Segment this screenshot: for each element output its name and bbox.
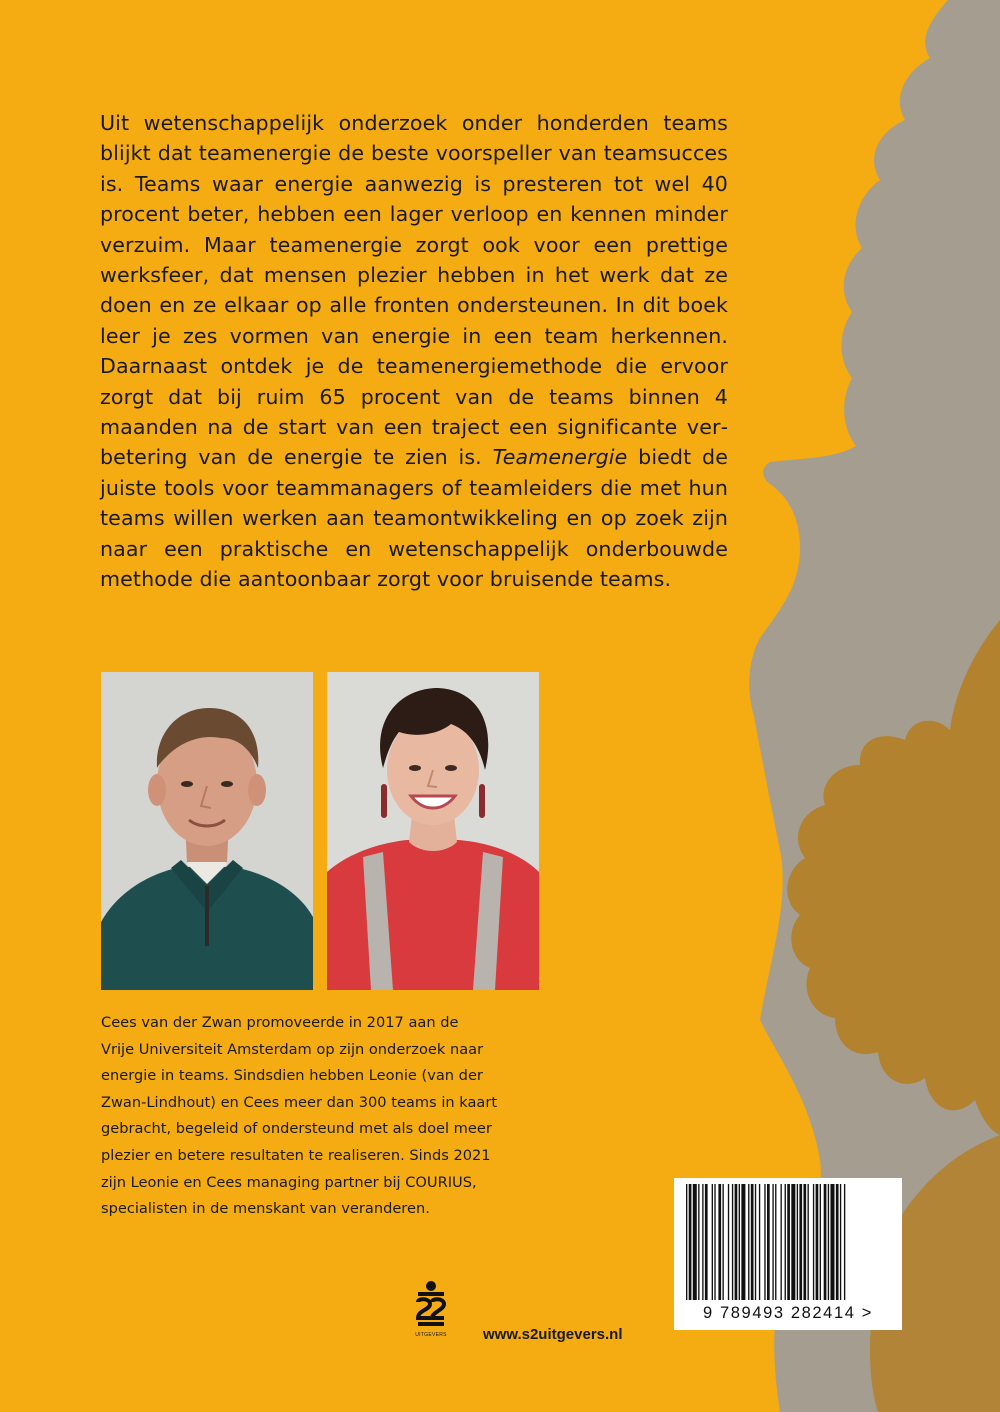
barcode-bar bbox=[836, 1184, 839, 1300]
barcode-bar bbox=[698, 1184, 699, 1300]
barcode-bar bbox=[728, 1184, 729, 1300]
barcode-bar bbox=[748, 1184, 749, 1300]
bio-line: specialisten in de menskant van veranderen. bbox=[101, 1200, 430, 1218]
barcode-bar bbox=[828, 1184, 829, 1300]
barcode-bar bbox=[739, 1184, 740, 1300]
barcode-bar bbox=[803, 1184, 806, 1300]
publisher-logo bbox=[414, 1280, 448, 1344]
barcode-bar bbox=[689, 1184, 692, 1300]
barcode-bar bbox=[820, 1184, 821, 1300]
bio-line: plezier en betere resultaten te realiseren. Sinds 2021 bbox=[101, 1146, 491, 1164]
barcode-bar bbox=[767, 1184, 770, 1300]
blurb-book-title: Teamenergie bbox=[492, 445, 628, 470]
isbn-barcode bbox=[674, 1178, 902, 1330]
barcode-bar bbox=[781, 1184, 782, 1300]
barcode-bar bbox=[830, 1184, 834, 1300]
barcode-bar bbox=[712, 1184, 713, 1300]
author-photo-woman bbox=[327, 672, 539, 990]
barcode-bar bbox=[787, 1184, 790, 1300]
barcode-bar bbox=[816, 1184, 819, 1300]
barcode-bar bbox=[797, 1184, 798, 1300]
barcode-bar bbox=[686, 1184, 687, 1300]
barcode-bar bbox=[735, 1184, 738, 1300]
barcode-bar bbox=[732, 1184, 733, 1300]
barcode-bar bbox=[824, 1184, 827, 1300]
barcode-bar bbox=[808, 1184, 809, 1300]
bio-line: energie in teams. Sindsdien hebben Leonie (van der bbox=[101, 1067, 483, 1085]
author-bio bbox=[101, 1010, 524, 1223]
barcode-bar bbox=[714, 1184, 715, 1300]
barcode-bar bbox=[755, 1184, 756, 1300]
s2-publisher-logo-icon bbox=[414, 1280, 448, 1332]
barcode-bar bbox=[693, 1184, 697, 1300]
barcode-bar bbox=[813, 1184, 814, 1300]
isbn-number: 9 789493 282414 > bbox=[703, 1304, 873, 1322]
barcode-bar bbox=[718, 1184, 721, 1300]
bio-line: Vrije Universiteit Amsterdam op zijn onderzoek naar bbox=[101, 1040, 484, 1058]
bio-line: zijn Leonie en Cees managing partner bij COURIUS, bbox=[101, 1173, 477, 1191]
barcode-bar bbox=[722, 1184, 723, 1300]
barcode-bar bbox=[751, 1184, 754, 1300]
barcode-bar bbox=[785, 1184, 786, 1300]
barcode-bar bbox=[772, 1184, 773, 1300]
barcode-icon bbox=[674, 1178, 902, 1306]
bio-line: gebracht, begeleid of ondersteund met als doel meer bbox=[101, 1120, 492, 1138]
publisher-logo-subtext: UITGEVERS bbox=[415, 1332, 447, 1338]
blurb-text-part1: Uit wetenschappelijk onderzoek onder honderden teams blijkt dat teamenergie de beste voorspeller van teamsucces is. Teams waar energie aanwezig is presteren tot wel 40 procent beter, hebben een lager verloop en kennen minder verzuim. Maar teamenergie zorgt ook voor een prettige werksfeer, dat mensen plezier hebben in het werk dat ze doen en ze elkaar op alle fronten ondersteunen. In dit boek leer je zes vormen van energie in een team herkennen. Daarnaast ontdek je de teamenergiemethode die ervoor zorgt dat bij ruim 65 procent van de teams binnen 4 maanden na de start van een traject een significante verbetering van de energie te zien is. bbox=[100, 111, 728, 470]
barcode-bar bbox=[764, 1184, 765, 1300]
barcode-bar bbox=[705, 1184, 708, 1300]
bio-line: Cees van der Zwan promoveerde in 2017 aan de bbox=[101, 1014, 459, 1031]
author-photo-man bbox=[101, 672, 313, 990]
barcode-bar bbox=[840, 1184, 841, 1300]
barcode-bar bbox=[759, 1184, 760, 1300]
publisher-website: www.s2uitgevers.nl bbox=[483, 1326, 623, 1343]
barcode-bar bbox=[775, 1184, 776, 1300]
blurb-text-part2: biedt de juiste tools voor teammanagers of teamleiders die met hun teams willen werken aan teamontwikkeling en op zoek zijn naar een praktische en wetenschappelijk onderbouwde methode die aantoonbaar zorgt voor bruisende teams. bbox=[100, 445, 728, 592]
author-photo-cees bbox=[101, 672, 313, 990]
barcode-bar bbox=[791, 1184, 795, 1300]
bio-line: Zwan-Lindhout) en Cees meer dan 300 teams in kaart bbox=[101, 1093, 498, 1111]
author-photo-leonie bbox=[327, 672, 539, 990]
back-cover-blurb bbox=[100, 108, 728, 595]
barcode-bar bbox=[741, 1184, 745, 1300]
barcode-bar bbox=[844, 1184, 845, 1300]
barcode-bar bbox=[799, 1184, 802, 1300]
barcode-bar bbox=[702, 1184, 703, 1300]
